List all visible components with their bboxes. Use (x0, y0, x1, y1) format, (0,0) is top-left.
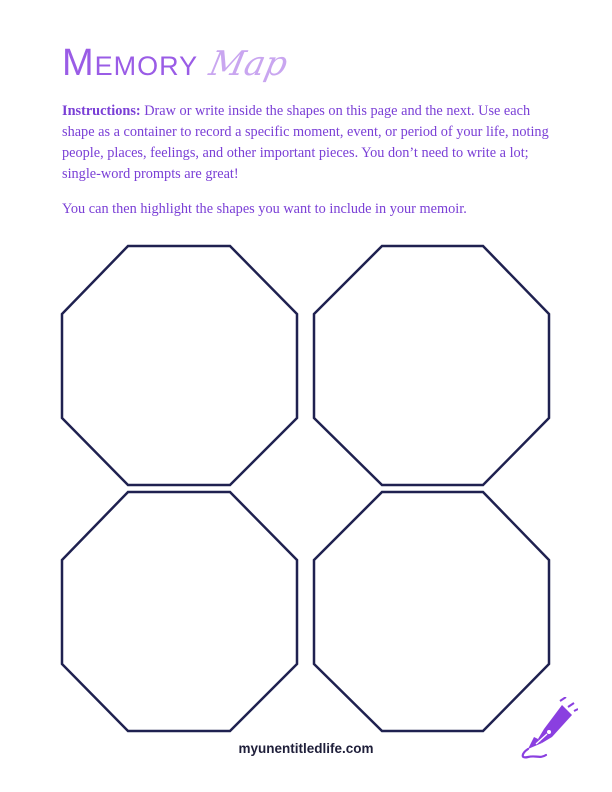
instructions-label: Instructions: (62, 103, 141, 119)
octagon-bottom-right[interactable] (314, 492, 549, 731)
fountain-pen-nib-icon (516, 697, 578, 761)
footer-url[interactable]: myunentitledlife.com (238, 741, 374, 756)
title-map-script: Map (205, 44, 292, 84)
octagon-top-right[interactable] (314, 246, 549, 485)
octagon-bottom-left[interactable] (62, 492, 297, 731)
instructions-text: Draw or write inside the shapes on this page and the next. Use each shape as a container to record a specific moment, event, or period of your life, noting people, places, feelings, and other important pieces. You don’t need to write a lot; single-word prompts are great! (62, 103, 549, 182)
highlight-note: You can then highlight the shapes you want to include in your memoir. (62, 201, 467, 217)
octagon-top-left[interactable] (62, 246, 297, 485)
title-memory: Memory (62, 42, 199, 84)
